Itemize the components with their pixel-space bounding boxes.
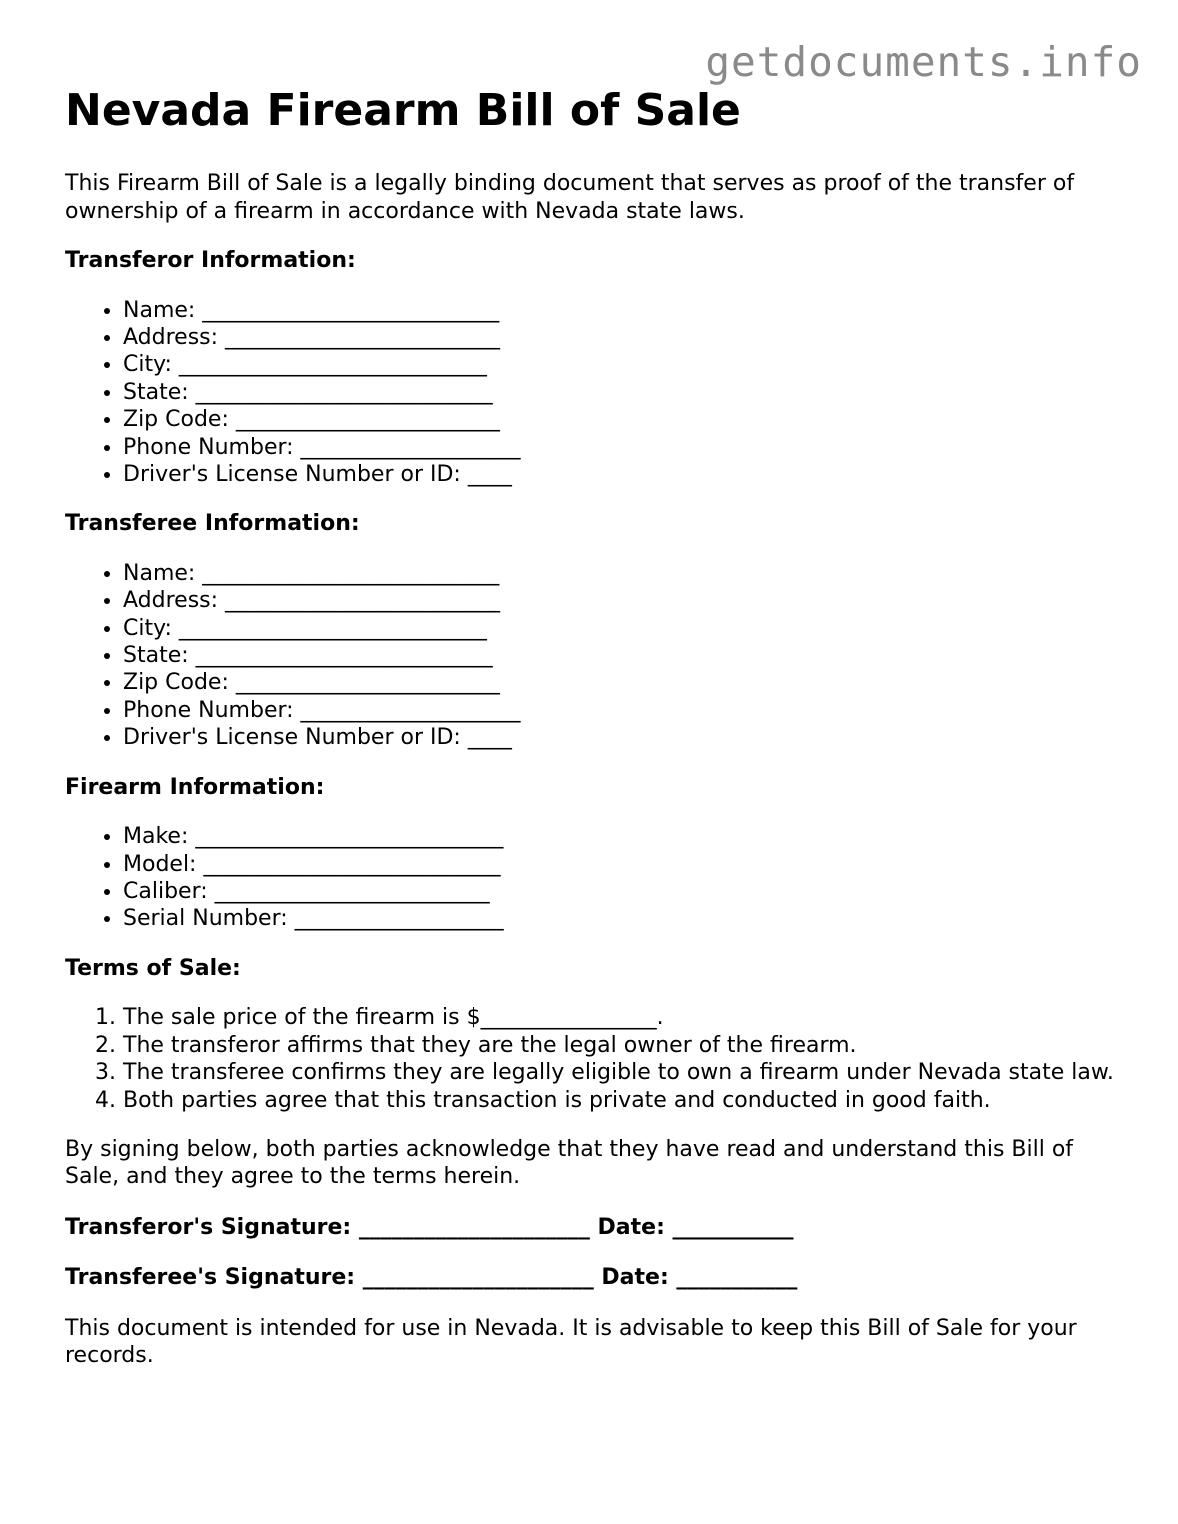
firearm-make-field: • Make: ____________________________ — [123, 823, 1125, 850]
transferor-zip-field: • Zip Code: ________________________ — [123, 406, 1125, 433]
transferee-zip-field: • Zip Code: ________________________ — [123, 669, 1125, 696]
transferee-heading: Transferee Information: — [65, 511, 360, 537]
watermark: getdocuments.info — [705, 38, 1142, 86]
term-item: 2. The transferor affirms that they are the legal owner of the firearm. — [123, 1032, 1125, 1059]
page-title: Nevada Firearm Bill of Sale — [65, 85, 741, 136]
transferor-name-field: • Name: ___________________________ — [123, 297, 1125, 324]
terms-heading: Terms of Sale: — [65, 955, 241, 981]
transferor-phone-field: • Phone Number: ____________________ — [123, 434, 1125, 461]
term-item: 3. The transferee confirms they are legally eligible to own a firearm under Nevada state law. — [123, 1059, 1125, 1086]
transferor-address-field: • Address: _________________________ — [123, 324, 1125, 351]
transferor-city-field: • City: ____________________________ — [123, 351, 1125, 378]
transferor-heading: Transferor Information: — [65, 248, 356, 273]
transferor-license-field: • Driver's License Number or ID: ____ — [123, 461, 1125, 488]
terms-list — [65, 1004, 1125, 1114]
transferee-fields — [65, 560, 1125, 752]
firearm-caliber-field: • Caliber: _________________________ — [123, 878, 1125, 905]
firearm-model-field: • Model: ___________________________ — [123, 851, 1125, 878]
term-item: 1. The sale price of the firearm is $________________. — [123, 1004, 1125, 1031]
transferor-state-field: • State: ___________________________ — [123, 379, 1125, 406]
intro-paragraph: This Firearm Bill of Sale is a legally binding document that serves as proof of the transfer of ownership of a firearm in accordance with Nevada state laws. — [65, 171, 1075, 224]
transferee-signature-line: Transferee's Signature: _____________________ Date: ___________ — [65, 1265, 798, 1291]
firearm-heading: Firearm Information: — [65, 774, 325, 800]
transferee-phone-field: • Phone Number: ____________________ — [123, 697, 1125, 724]
transferor-signature-line: Transferor's Signature: _____________________ Date: ___________ — [65, 1214, 794, 1240]
transferee-name-field: • Name: ___________________________ — [123, 560, 1125, 587]
firearm-fields — [65, 823, 1125, 933]
transferor-fields — [65, 297, 1125, 489]
firearm-serial-field: • Serial Number: ___________________ — [123, 905, 1125, 932]
acknowledgement-paragraph: By signing below, both parties acknowledge that they have read and understand this Bill of Sale, and they agree to the terms herein. — [65, 1136, 1074, 1190]
term-item: 4. Both parties agree that this transaction is private and conducted in good faith. — [123, 1087, 1125, 1114]
document-page — [65, 80, 1125, 1370]
transferee-state-field: • State: ___________________________ — [123, 642, 1125, 669]
transferee-address-field: • Address: _________________________ — [123, 587, 1125, 614]
transferee-city-field: • City: ____________________________ — [123, 615, 1125, 642]
transferee-license-field: • Driver's License Number or ID: ____ — [123, 724, 1125, 751]
closing-paragraph: This document is intended for use in Nevada. It is advisable to keep this Bill of Sale for your records. — [65, 1315, 1077, 1369]
